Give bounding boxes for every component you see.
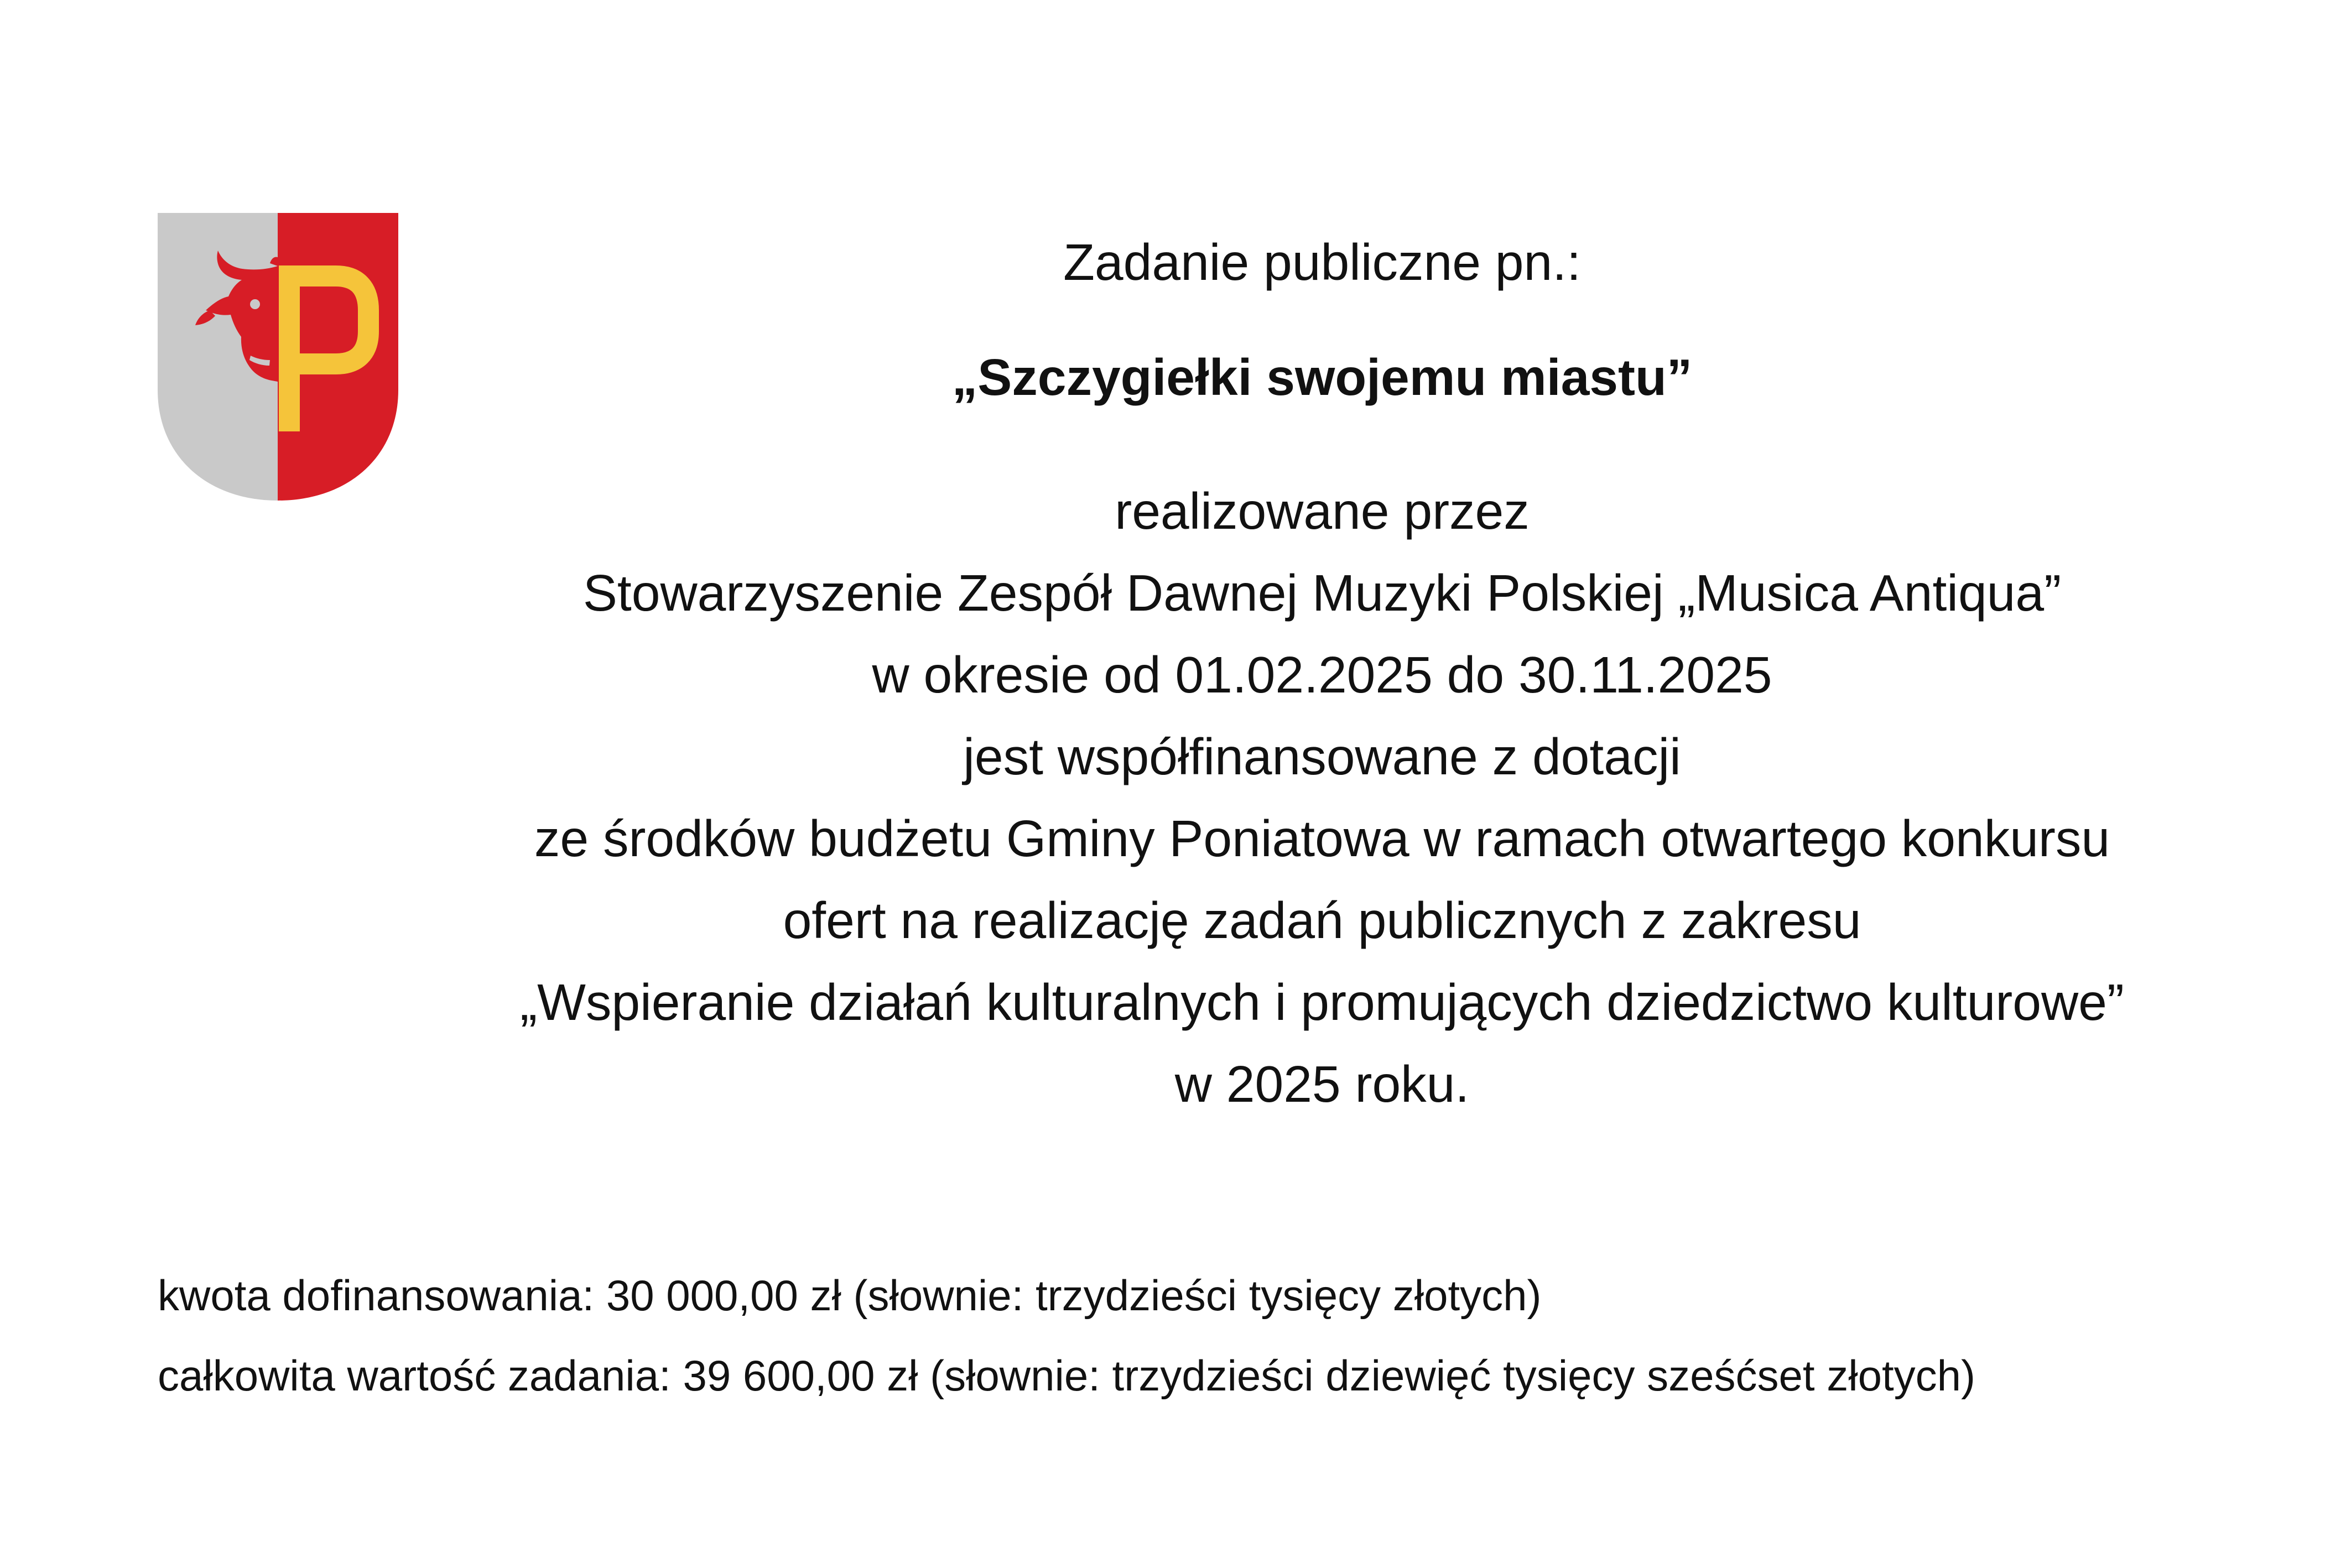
body-line-2: Stowarzyszenie Zespół Dawnej Muzyki Polskiej „Musica Antiqua” — [582, 564, 2062, 622]
body-text-block — [360, 470, 2285, 1125]
body-line-3: w okresie od 01.02.2025 do 30.11.2025 — [872, 646, 1772, 704]
title-block — [360, 336, 2285, 418]
body-line-6: ofert na realizację zadań publicznych z zakresu — [783, 892, 1861, 949]
body-line-1: realizowane przez — [1115, 482, 1530, 540]
funding-info — [158, 1256, 1975, 1416]
header-block — [360, 221, 2285, 303]
body-line-8: w 2025 roku. — [1174, 1055, 1470, 1113]
body-line-5: ze środków budżetu Gminy Poniatowa w ramach otwartego konkursu — [534, 810, 2110, 867]
body-line-4: jest współfinansowane z dotacji — [963, 728, 1681, 785]
intro-text: Zadanie publiczne pn.: — [1063, 233, 1581, 291]
subsidy-amount: kwota dofinansowania: 30 000,00 zł (słownie: trzydzieści tysięcy złotych) — [158, 1271, 1542, 1320]
task-title: „Szczygiełki swojemu miastu” — [951, 348, 1693, 406]
body-line-7: „Wspieranie działań kulturalnych i promujących dziedzictwo kulturowe” — [520, 973, 2124, 1031]
total-task-value: całkowita wartość zadania: 39 600,00 zł (słownie: trzydzieści dziewięć tysięcy sześćset złotych) — [158, 1351, 1975, 1400]
